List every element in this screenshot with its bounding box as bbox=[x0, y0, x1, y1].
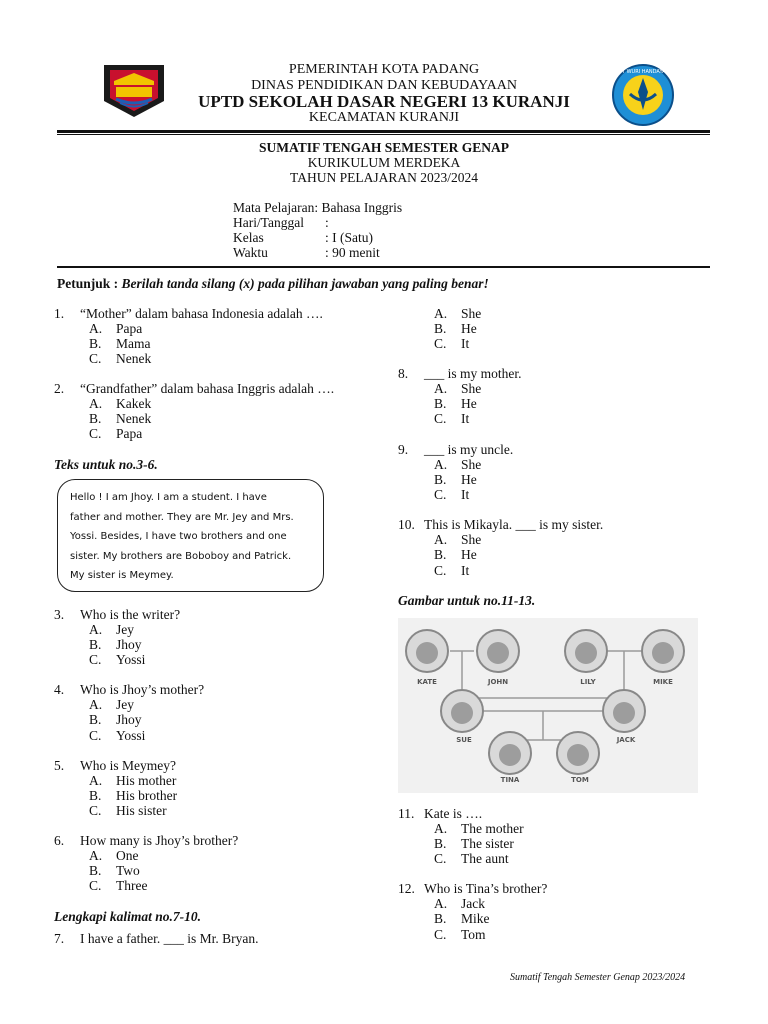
option-text: Nenek bbox=[116, 411, 152, 426]
option-letter: A. bbox=[89, 848, 103, 863]
person-label: KATE bbox=[417, 678, 437, 686]
person-label: TOM bbox=[571, 776, 589, 784]
question-number: 8. bbox=[398, 366, 409, 381]
option[interactable] bbox=[89, 652, 145, 667]
header-rule-thick bbox=[57, 130, 710, 133]
question-6 bbox=[54, 833, 238, 848]
option[interactable] bbox=[434, 911, 490, 926]
option-text: He bbox=[461, 472, 477, 487]
option[interactable] bbox=[434, 321, 477, 336]
option[interactable] bbox=[89, 622, 134, 637]
option-letter: C. bbox=[434, 336, 447, 351]
option[interactable] bbox=[89, 848, 139, 863]
option-letter: A. bbox=[434, 457, 448, 472]
option[interactable] bbox=[89, 878, 147, 893]
section-text-label: Teks untuk no.3-6. bbox=[54, 457, 158, 472]
option-text: Kakek bbox=[116, 396, 152, 411]
info-value: : 90 menit bbox=[325, 245, 380, 260]
option[interactable] bbox=[89, 426, 142, 441]
option-text: Mama bbox=[116, 336, 151, 351]
question-3 bbox=[54, 607, 180, 622]
logo-caption: TUT WURI HANDAYANI bbox=[615, 69, 671, 75]
option[interactable] bbox=[434, 306, 481, 321]
question-number: 11. bbox=[398, 806, 415, 821]
option-text: She bbox=[461, 306, 482, 321]
question-number: 7. bbox=[54, 931, 65, 946]
question-text: ___ is my uncle. bbox=[424, 442, 514, 457]
option[interactable] bbox=[89, 712, 142, 727]
question-number: 9. bbox=[398, 442, 409, 457]
option-text: It bbox=[461, 336, 470, 351]
option-text: Three bbox=[116, 878, 148, 893]
option-text: His brother bbox=[116, 788, 178, 803]
option-text: One bbox=[116, 848, 139, 863]
instruction bbox=[57, 276, 489, 292]
option-text: Jack bbox=[461, 896, 485, 911]
option[interactable] bbox=[434, 821, 524, 836]
option[interactable] bbox=[434, 927, 486, 942]
question-text: How many is Jhoy’s brother? bbox=[80, 833, 239, 848]
option-text: Papa bbox=[116, 321, 143, 336]
option[interactable] bbox=[89, 637, 142, 652]
option[interactable] bbox=[89, 728, 145, 743]
option-text: She bbox=[461, 381, 482, 396]
reading-line: My sister is Meymey. bbox=[70, 570, 174, 581]
option[interactable] bbox=[89, 773, 176, 788]
option-text: He bbox=[461, 547, 477, 562]
question-5 bbox=[54, 758, 176, 773]
reading-text-box bbox=[57, 479, 324, 592]
option-text: It bbox=[461, 563, 470, 578]
option-letter: A. bbox=[89, 396, 103, 411]
option-text: Yossi bbox=[116, 652, 146, 667]
option-letter: B. bbox=[434, 836, 447, 851]
option-letter: C. bbox=[434, 563, 447, 578]
option[interactable] bbox=[434, 396, 477, 411]
option[interactable] bbox=[89, 697, 134, 712]
info-date bbox=[233, 215, 329, 230]
option-text: The aunt bbox=[461, 851, 509, 866]
option-letter: C. bbox=[89, 652, 102, 667]
reading-line: Hello ! I am Jhoy. I am a student. I have bbox=[70, 492, 267, 503]
option[interactable] bbox=[434, 532, 481, 547]
info-value: : Bahasa Inggris bbox=[314, 200, 403, 215]
option[interactable] bbox=[434, 851, 509, 866]
option-text: Mike bbox=[461, 911, 490, 926]
question-2 bbox=[54, 381, 334, 396]
info-value: : I (Satu) bbox=[325, 230, 373, 245]
page-footer: Sumatif Tengah Semester Genap 2023/2024 bbox=[510, 972, 686, 983]
question-12 bbox=[398, 881, 547, 896]
option-text: Nenek bbox=[116, 351, 152, 366]
person-label: JACK bbox=[616, 736, 636, 744]
option-letter: B. bbox=[89, 712, 102, 727]
info-class bbox=[233, 230, 373, 245]
option[interactable] bbox=[434, 411, 469, 426]
question-number: 1. bbox=[54, 306, 65, 321]
question-7 bbox=[54, 931, 258, 946]
question-number: 6. bbox=[54, 833, 65, 848]
question-text: This is Mikayla. ___ is my sister. bbox=[424, 517, 604, 532]
option[interactable] bbox=[434, 381, 481, 396]
option-letter: B. bbox=[89, 336, 102, 351]
info-label: Waktu bbox=[233, 245, 268, 260]
question-text: Who is the writer? bbox=[80, 607, 181, 622]
option-letter: B. bbox=[434, 396, 447, 411]
option-letter: A. bbox=[89, 773, 103, 788]
option[interactable] bbox=[434, 457, 481, 472]
family-tree-picture bbox=[398, 618, 698, 793]
question-number: 10. bbox=[398, 517, 415, 532]
option-letter: B. bbox=[434, 321, 447, 336]
option-letter: B. bbox=[434, 911, 447, 926]
reading-line: father and mother. They are Mr. Jey and Mrs. bbox=[70, 511, 294, 523]
header-line1: PEMERINTAH KOTA PADANG bbox=[288, 62, 480, 77]
info-label: Hari/Tanggal bbox=[233, 215, 305, 230]
option-letter: A. bbox=[89, 697, 103, 712]
option[interactable] bbox=[89, 803, 167, 818]
school-name: UPTD SEKOLAH DASAR NEGERI 13 KURANJI bbox=[198, 92, 570, 111]
option-letter: A. bbox=[89, 622, 103, 637]
option-text: He bbox=[461, 321, 477, 336]
reading-line: sister. My brothers are Boboboy and Patrick. bbox=[70, 550, 292, 562]
option-text: The mother bbox=[461, 821, 524, 836]
question-text: I have a father. ___ is Mr. Bryan. bbox=[80, 931, 259, 946]
option-text: His mother bbox=[116, 773, 177, 788]
option-letter: B. bbox=[89, 637, 102, 652]
question-text: “Mother” dalam bahasa Indonesia adalah …. bbox=[80, 306, 323, 321]
person-label: SUE bbox=[456, 736, 472, 744]
exam-year: TAHUN PELAJARAN 2023/2024 bbox=[290, 170, 478, 185]
option-letter: B. bbox=[89, 788, 102, 803]
option-text: She bbox=[461, 532, 482, 547]
option-text: Jhoy bbox=[116, 637, 142, 652]
option-text: Jey bbox=[116, 697, 134, 712]
option-letter: B. bbox=[89, 863, 102, 878]
info-time bbox=[233, 245, 380, 260]
option[interactable] bbox=[89, 321, 142, 336]
option-text: Two bbox=[116, 863, 140, 878]
option[interactable] bbox=[434, 472, 477, 487]
person-label: MIKE bbox=[653, 678, 673, 686]
option-text: Jey bbox=[116, 622, 134, 637]
option-letter: C. bbox=[89, 728, 102, 743]
option-text: His sister bbox=[116, 803, 167, 818]
question-text: Kate is …. bbox=[424, 806, 483, 821]
question-10 bbox=[398, 517, 603, 532]
section-picture-label: Gambar untuk no.11-13. bbox=[398, 593, 536, 608]
option-text: It bbox=[461, 487, 470, 502]
question-number: 3. bbox=[54, 607, 65, 622]
option-letter: A. bbox=[434, 381, 448, 396]
option[interactable] bbox=[434, 896, 485, 911]
option-letter: C. bbox=[434, 411, 447, 426]
option[interactable] bbox=[89, 336, 151, 351]
header-rule-thin bbox=[57, 134, 710, 135]
info-label: Mata Pelajaran bbox=[233, 200, 315, 215]
option-letter: C. bbox=[434, 487, 447, 502]
option[interactable] bbox=[434, 547, 477, 562]
option[interactable] bbox=[89, 351, 151, 366]
info-label: Kelas bbox=[233, 230, 264, 245]
question-text: “Grandfather” dalam bahasa Inggris adalah …. bbox=[80, 381, 335, 396]
option-letter: C. bbox=[89, 426, 102, 441]
person-label: JOHN bbox=[487, 678, 509, 686]
question-1 bbox=[54, 306, 323, 321]
option-text: He bbox=[461, 396, 477, 411]
question-number: 12. bbox=[398, 881, 415, 896]
option[interactable] bbox=[89, 411, 151, 426]
option-letter: A. bbox=[434, 821, 448, 836]
exam-curriculum: KURIKULUM MERDEKA bbox=[307, 155, 461, 170]
question-number: 2. bbox=[54, 381, 65, 396]
exam-title: SUMATIF TENGAH SEMESTER GENAP bbox=[259, 140, 509, 155]
option-letter: C. bbox=[434, 851, 447, 866]
option-letter: A. bbox=[434, 896, 448, 911]
question-11 bbox=[398, 806, 482, 821]
question-text: Who is Jhoy’s mother? bbox=[80, 682, 205, 697]
option[interactable] bbox=[434, 836, 514, 851]
instruction-label: Petunjuk : bbox=[57, 276, 119, 291]
instruction-text: Berilah tanda silang (x) pada pilihan jawaban yang paling benar! bbox=[121, 276, 489, 291]
option-text: It bbox=[461, 411, 470, 426]
question-4 bbox=[54, 682, 204, 697]
question-9 bbox=[398, 442, 513, 457]
question-text: Who is Meymey? bbox=[80, 758, 176, 773]
option-letter: C. bbox=[434, 927, 447, 942]
district-name: KECAMATAN KURANJI bbox=[308, 110, 460, 125]
option[interactable] bbox=[434, 487, 469, 502]
option-letter: A. bbox=[89, 321, 103, 336]
option-letter: B. bbox=[434, 547, 447, 562]
option[interactable] bbox=[434, 336, 469, 351]
person-label: LILY bbox=[580, 678, 596, 686]
option-text: The sister bbox=[461, 836, 514, 851]
question-number: 4. bbox=[54, 682, 65, 697]
option-text: Yossi bbox=[116, 728, 146, 743]
section-complete-label: Lengkapi kalimat no.7-10. bbox=[54, 909, 202, 924]
option-text: She bbox=[461, 457, 482, 472]
option-letter: A. bbox=[434, 532, 448, 547]
option-text: Jhoy bbox=[116, 712, 142, 727]
question-text: ___ is my mother. bbox=[424, 366, 522, 381]
option[interactable] bbox=[434, 563, 469, 578]
option-letter: C. bbox=[89, 878, 102, 893]
option-text: Papa bbox=[116, 426, 143, 441]
header-line2: DINAS PENDIDIKAN DAN KEBUDAYAAN bbox=[251, 78, 517, 93]
question-8 bbox=[398, 366, 522, 381]
option-letter: A. bbox=[434, 306, 448, 321]
option-letter: C. bbox=[89, 803, 102, 818]
question-text: Who is Tina’s brother? bbox=[424, 881, 548, 896]
person-label: TINA bbox=[500, 776, 520, 784]
info-rule bbox=[57, 266, 710, 268]
option[interactable] bbox=[89, 863, 140, 878]
option[interactable] bbox=[89, 788, 177, 803]
option-letter: C. bbox=[89, 351, 102, 366]
info-value: : bbox=[325, 215, 329, 230]
option-letter: B. bbox=[434, 472, 447, 487]
reading-line: Yossi. Besides, I have two brothers and one bbox=[70, 531, 287, 542]
option-text: Tom bbox=[461, 927, 486, 942]
info-subject bbox=[233, 200, 402, 215]
question-number: 5. bbox=[54, 758, 65, 773]
option-letter: B. bbox=[89, 411, 102, 426]
option[interactable] bbox=[89, 396, 151, 411]
